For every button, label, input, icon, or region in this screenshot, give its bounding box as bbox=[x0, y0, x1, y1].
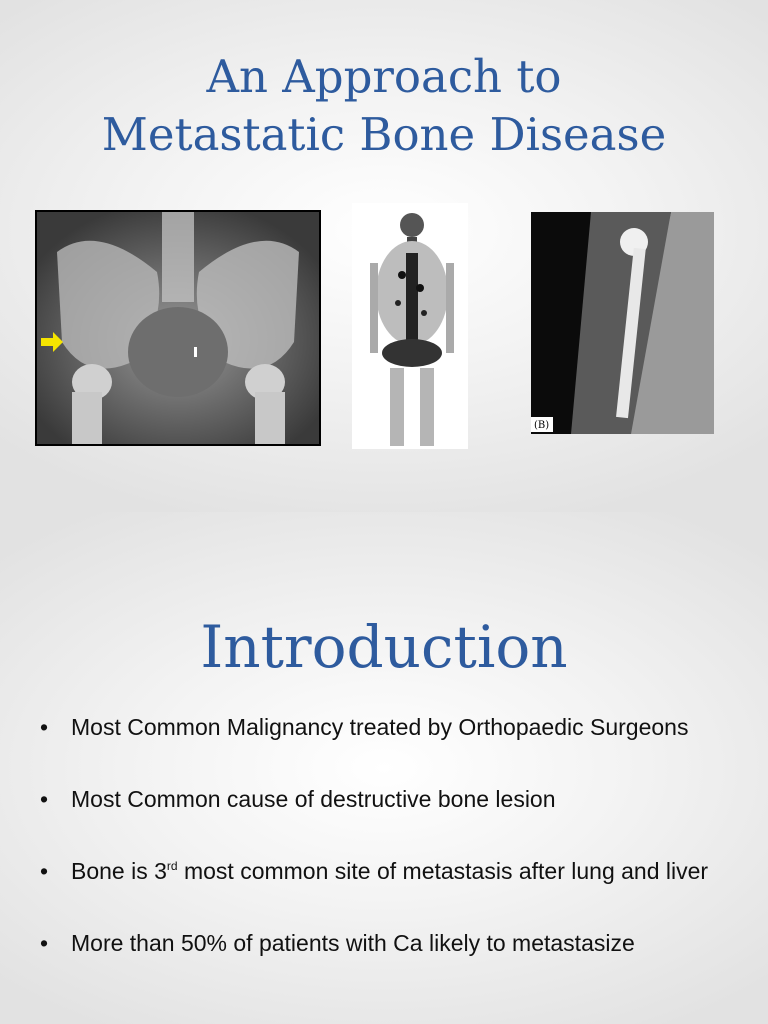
bullet-text: Most Common Malignancy treated by Orthopaedic Surgeons bbox=[71, 714, 689, 740]
bullet-mark: • bbox=[40, 858, 49, 884]
bullet-item bbox=[40, 784, 720, 814]
bullet-text: Most Common cause of destructive bone lesion bbox=[71, 786, 556, 812]
slide-title: Introduction bbox=[200, 613, 568, 681]
humerus-caption: (B) bbox=[534, 420, 550, 431]
bullet-text-pre: Bone is 3 bbox=[71, 858, 167, 884]
slide-2 bbox=[0, 512, 768, 1024]
bullet-text: More than 50% of patients with Ca likely to metastasize bbox=[71, 930, 635, 956]
bullet-superscript: rd bbox=[166, 859, 178, 873]
bullet-mark: • bbox=[40, 714, 49, 740]
slide-title bbox=[0, 48, 768, 164]
pelvis-xray-image bbox=[35, 210, 321, 446]
bullet-mark: • bbox=[40, 930, 49, 956]
bullet-list bbox=[40, 712, 720, 1000]
bullet-item bbox=[40, 712, 720, 742]
humerus-xray-image bbox=[531, 212, 714, 434]
bullet-text-post: most common site of metastasis after lung and liver bbox=[177, 858, 709, 884]
bone-scan-image bbox=[352, 203, 468, 449]
title-line-1: An Approach to bbox=[206, 50, 562, 103]
bullet-item bbox=[40, 928, 720, 958]
title-line-2: Metastatic Bone Disease bbox=[101, 108, 667, 161]
bullet-mark: • bbox=[40, 786, 49, 812]
bullet-item bbox=[40, 856, 720, 886]
